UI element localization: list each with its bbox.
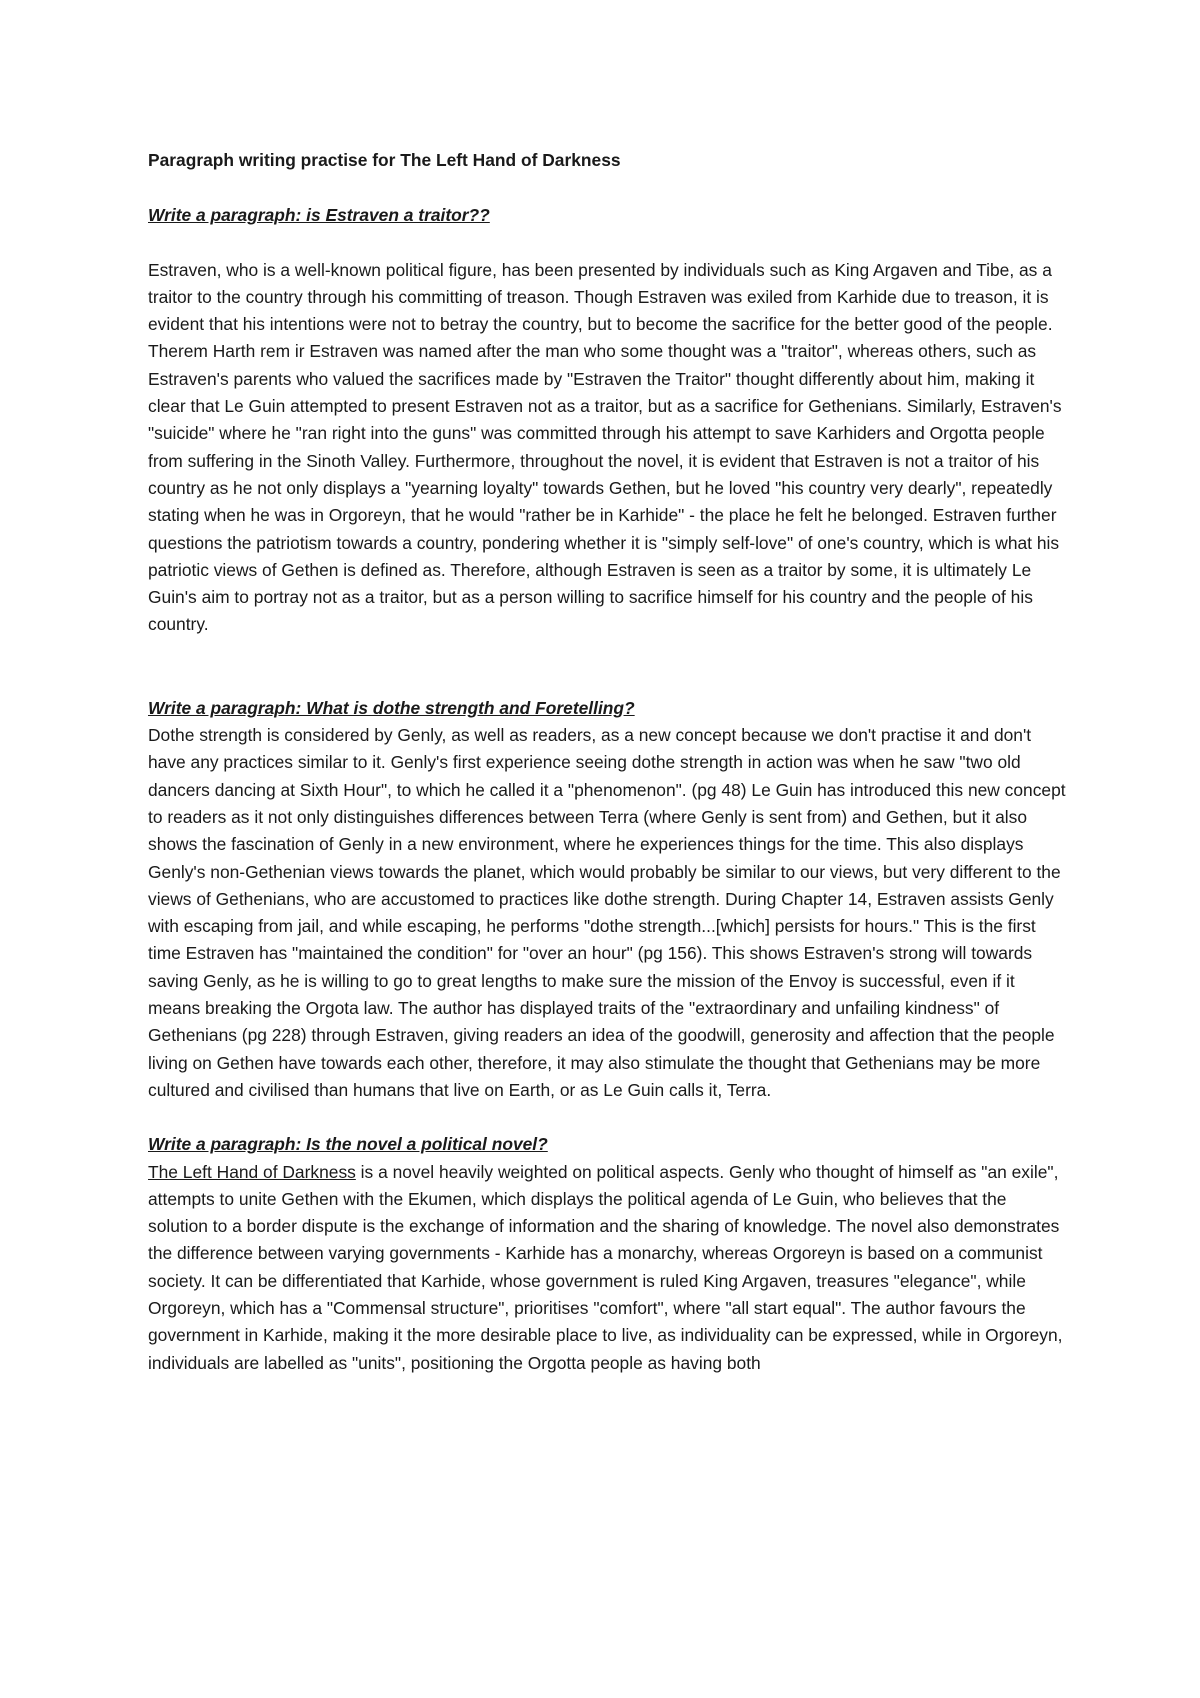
section-body-political-novel xyxy=(148,1159,1066,1377)
document-title: Paragraph writing practise for The Left Hand of Darkness xyxy=(148,150,621,170)
section-body-dothe-strength: Dothe strength is considered by Genly, as well as readers, as a new concept because we don't practise it and don't have any practices similar to it. Genly's first experience seeing dothe strength in action was when he saw "two old dancers dancing at Sixth Hour", to which he called it a "phenomenon". (pg 48) Le Guin has introduced this new concept to readers as it not only distinguishes differences between Terra (where Genly is sent from) and Gethen, but it also shows the fascination of Genly in a new environment, where he experiences things for the time. This also displays Genly's non-Gethenian views towards the planet, which would probably be similar to our views, but very different to the views of Gethenians, who are accustomed to practices like dothe strength. During Chapter 14, Estraven assists Genly with escaping from jail, and while escaping, he performs "dothe strength...[which] persists for hours." This is the first time Estraven has "maintained the condition" for "over an hour" (pg 156). This shows Estraven's strong will towards saving Genly, as he is willing to go to great lengths to make sure the mission of the Envoy is successful, even if it means breaking the Orgota law. The author has displayed traits of the "extraordinary and unfailing kindness" of Gethenians (pg 228) through Estraven, giving readers an idea of the goodwill, generosity and affection that the people living on Gethen have towards each other, therefore, it may also stimulate the thought that Gethenians may be more cultured and civilised than humans that live on Earth, or as Le Guin calls it, Terra. xyxy=(148,725,1066,1100)
novel-title-reference: The Left Hand of Darkness xyxy=(148,1161,356,1182)
section-heading-traitor: Write a paragraph: is Estraven a traitor?? xyxy=(148,205,490,226)
document-content xyxy=(148,147,1066,1377)
section-heading-dothe-strength: Write a paragraph: What is dothe strength and Foretelling? xyxy=(148,697,635,718)
section-body-traitor: Estraven, who is a well-known political figure, has been presented by individuals such as King Argaven and Tibe, as a traitor to the country through his committing of treason. Though Estraven was exiled from Karhide due to treason, it is evident that his intentions were not to betray the country, but to become the sacrifice for the better good of the people. Therem Harth rem ir Estraven was named after the man who some thought was a "traitor", whereas others, such as Estraven's parents who valued the sacrifices made by "Estraven the Traitor" thought differently about him, making it clear that Le Guin attempted to present Estraven not as a traitor, but as a sacrifice for Gethenians. Similarly, Estraven's "suicide" where he "ran right into the guns" was committed through his attempt to save Karhiders and Orgotta people from suffering in the Sinoth Valley. Furthermore, throughout the novel, it is evident that Estraven is not a traitor of his country as he not only displays a "yearning loyalty" towards Gethen, but he loved "his country very dearly", repeatedly stating when he was in Orgoreyn, that he would "rather be in Karhide" - the place he felt he belonged. Estraven further questions the patriotism towards a country, pondering whether it is "simply self-love" of one's country, which is what his patriotic views of Gethen is defined as. Therefore, although Estraven is seen as a traitor by some, it is ultimately Le Guin's aim to portray not as a traitor, but as a person willing to sacrifice himself for his country and the people of his country. xyxy=(148,259,1062,635)
section-body-political-novel-text: is a novel heavily weighted on political aspects. Genly who thought of himself as "an exile", attempts to unite Gethen with the Ekumen, which displays the political agenda of Le Guin, who believes that the solution to a border dispute is the exchange of information and the sharing of knowledge. The novel also demonstrates the difference between varying governments - Karhide has a monarchy, whereas Orgoreyn is based on a communist society. It can be differentiated that Karhide, whose government is ruled King Argaven, treasures "elegance", while Orgoreyn, which has a "Commensal structure", prioritises "comfort", where "all start equal". The author favours the government in Karhide, making it the more desirable place to live, as individuality can be expressed, while in Orgoreyn, individuals are labelled as "units", positioning the Orgotta people as having both xyxy=(148,1161,1063,1373)
section-heading-political-novel: Write a paragraph: Is the novel a political novel? xyxy=(148,1134,548,1155)
